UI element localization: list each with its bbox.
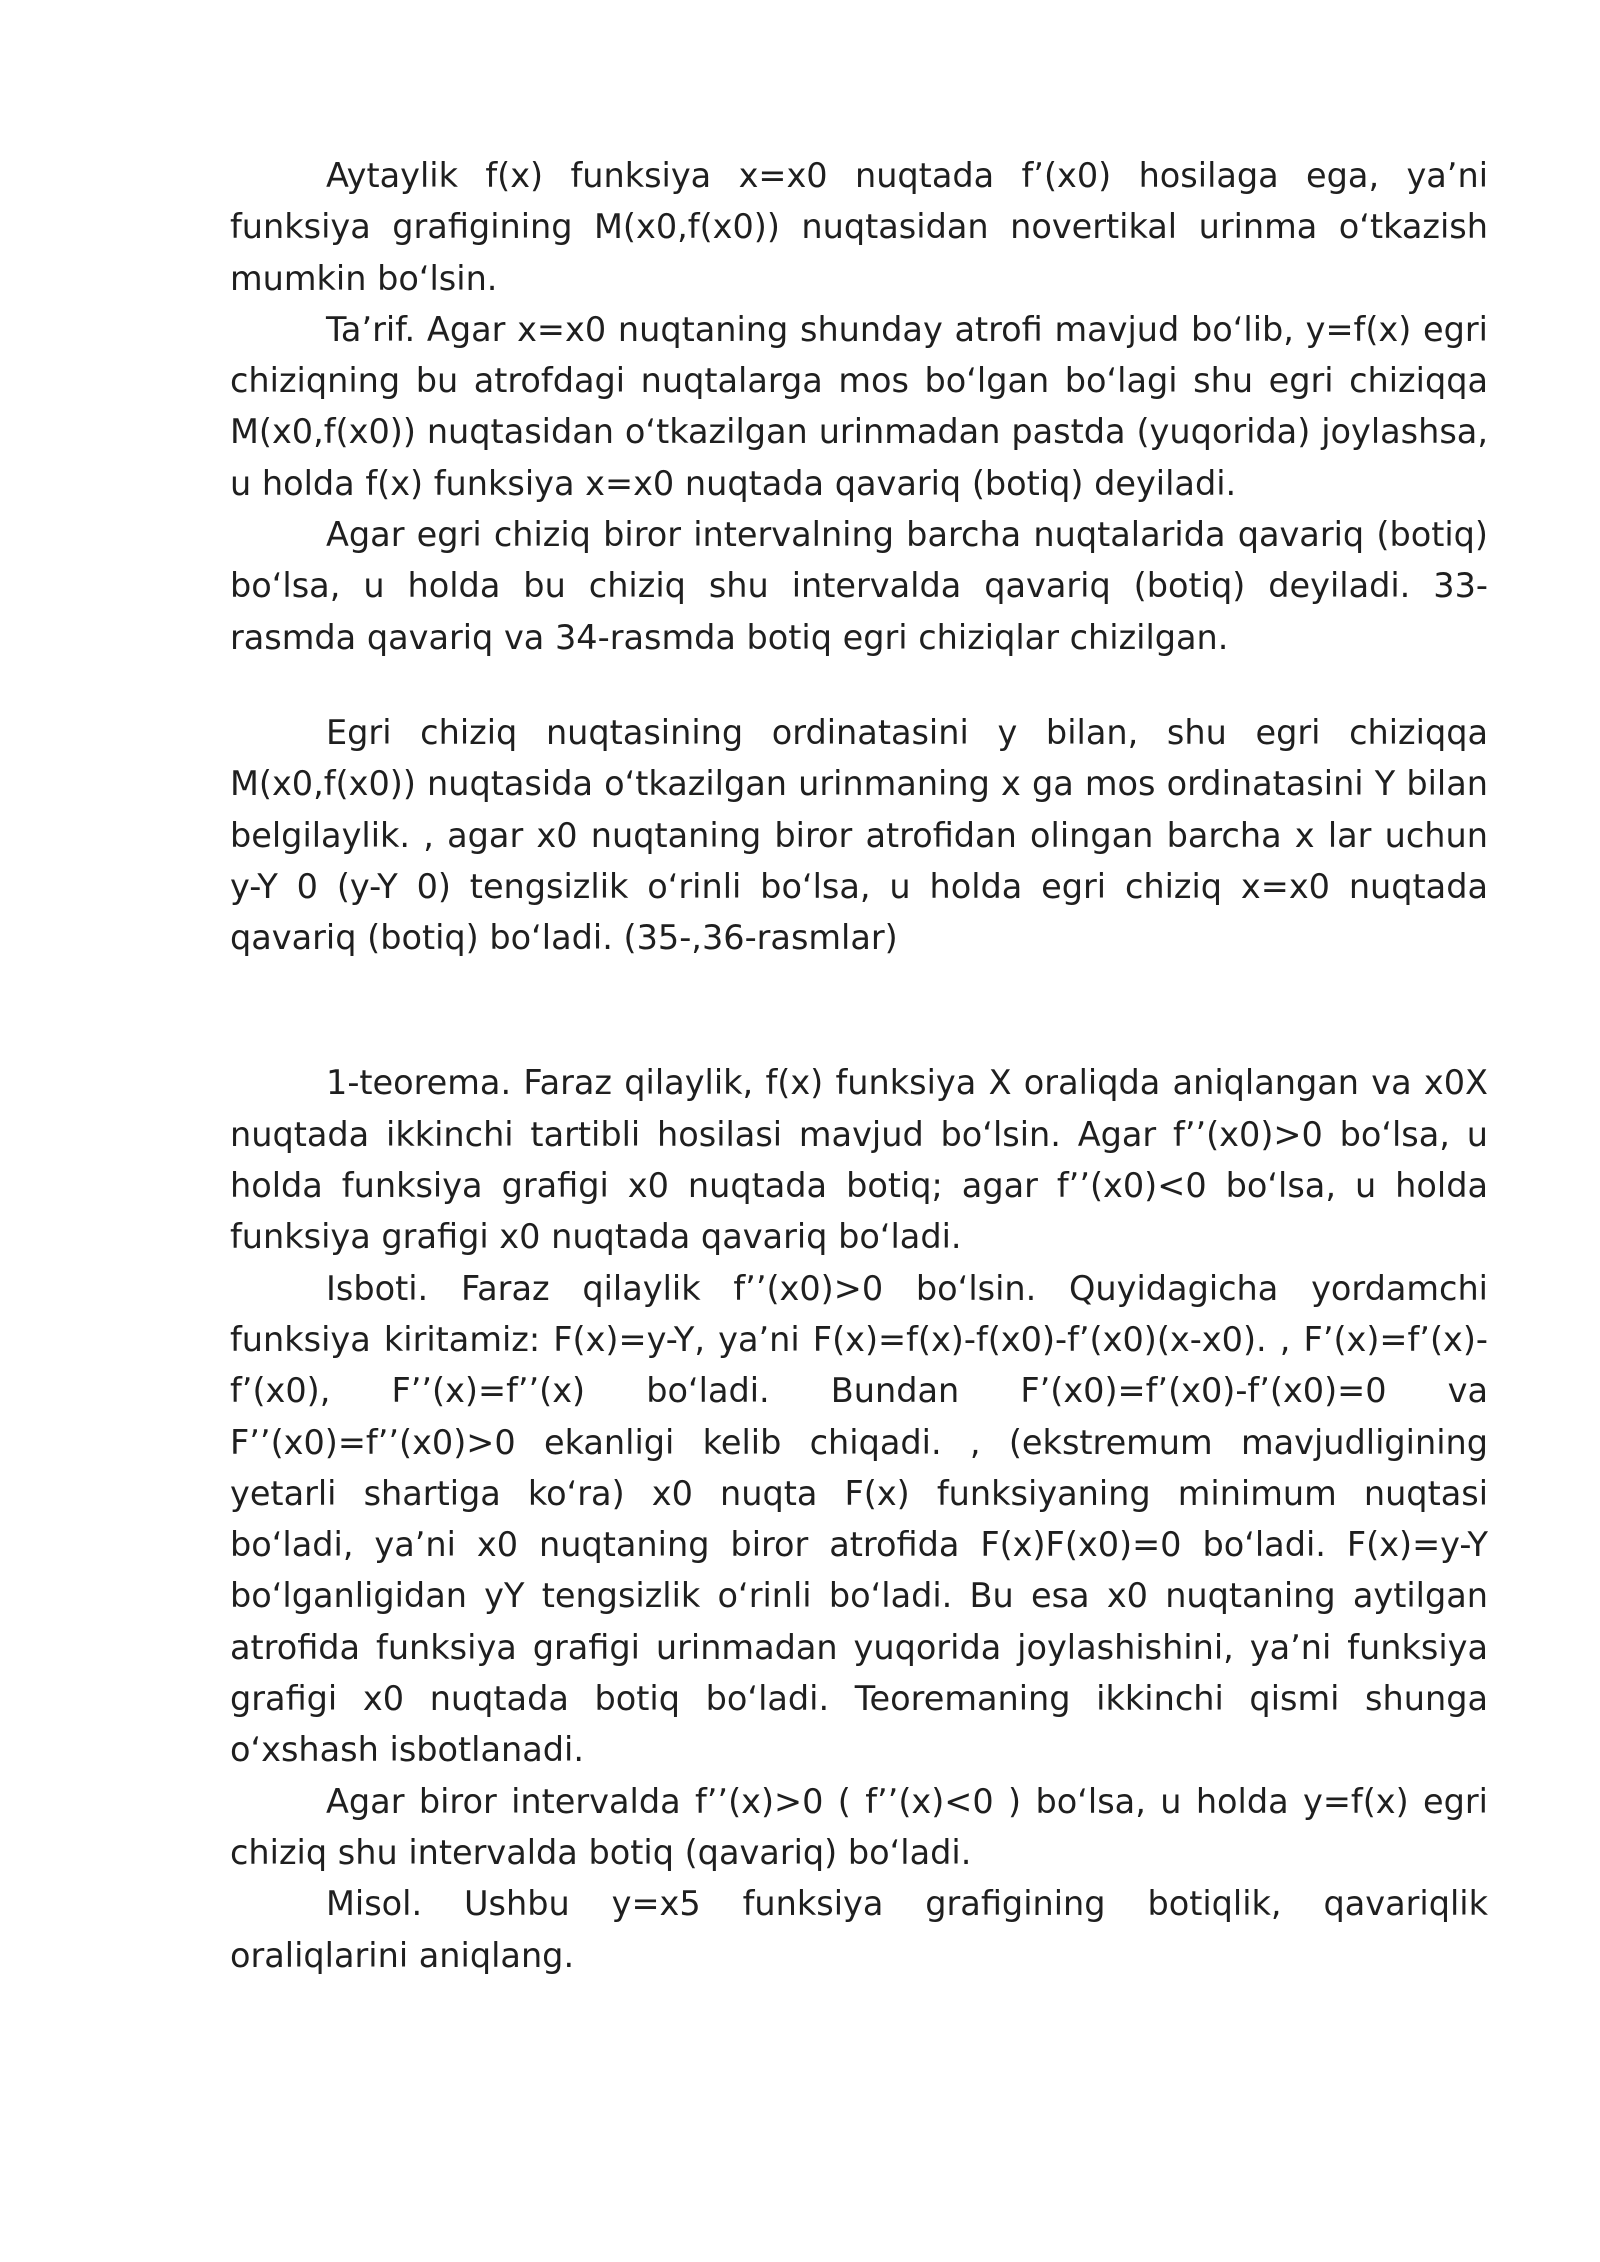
paragraph-intro: Aytaylik f(x) funksiya x=x0 nuqtada f’(x0) hosilaga ega, ya’ni funksiya grafigining M(x0,f(x0)) nuqtasidan novertikal urinma o‘tkazish mumkin bo‘lsin. xyxy=(230,156,1488,298)
paragraph-ordinate: Egri chiziq nuqtasining ordinatasini y bilan, shu egri chiziqqa M(x0,f(x0)) nuqtasida o‘tkazilgan urinmaning x ga mos ordinatasini Y bilan belgilaylik. , agar x0 nuqtaning biror atrofidan olingan barcha x lar uchun y-Y 0 (y-Y 0) tengsizlik o‘rinli bo‘lsa, u holda egri chiziq x=x0 nuqtada qavariq (botiq) bo‘ladi. (35-,36-rasmlar) xyxy=(230,712,1488,958)
paragraph-example: Misol. Ushbu y=x5 funksiya grafigining botiqlik, qavariqlik oraliqlarini aniqlang. xyxy=(230,1884,1488,1975)
document-body xyxy=(230,150,1488,1981)
paragraph-proof: Isboti. Faraz qilaylik f’’(x0)>0 bo‘lsin. Quyidagicha yordamchi funksiya kiritamiz: F(x)=y-Y, ya’ni F(x)=f(x)-f(x0)-f’(x0)(x-x0). , F’(x)=f’(x)-f’(x0), F’’(x)=f’’(x) bo‘ladi. Bundan F’(x0)=f’(x0)-f’(x0)=0 va F’’(x0)=f’’(x0)>0 ekanligi kelib chiqadi. , (ekstremum mavjudligining yetarli shartiga ko‘ra) x0 nuqta F(x) funksiyaning minimum nuqtasi bo‘ladi, ya’ni x0 nuqtaning biror atrofida F(x)F(x0)=0 bo‘ladi. F(x)=y-Y bo‘lganligidan yY tengsizlik o‘rinli bo‘ladi. Bu esa x0 nuqtaning aytilgan atrofida funksiya grafigi urinmadan yuqorida joylashishini, ya’ni funksiya grafigi x0 nuqtada botiq bo‘ladi. Teoremaning ikkinchi qismi shunga o‘xshash isbotlanadi. xyxy=(230,1268,1488,1770)
paragraph-interval: Agar egri chiziq biror intervalning barcha nuqtalarida qavariq (botiq) bo‘lsa, u holda bu chiziq shu intervalda qavariq (botiq) deyiladi. 33-rasmda qavariq va 34-rasmda botiq egri chiziqlar chizilgan. xyxy=(230,515,1488,657)
paragraph-corollary: Agar biror intervalda f’’(x)>0 ( f’’(x)<0 ) bo‘lsa, u holda y=f(x) egri chiziq shu intervalda botiq (qavariq) bo‘ladi. xyxy=(230,1781,1488,1872)
paragraph-theorem: 1-teorema. Faraz qilaylik, f(x) funksiya X oraliqda aniqlangan va x0X nuqtada ikkinchi tartibli hosilasi mavjud bo‘lsin. Agar f’’(x0)>0 bo‘lsa, u holda funksiya grafigi x0 nuqtada botiq; agar f’’(x0)<0 bo‘lsa, u holda funksiya grafigi x0 nuqtada qavariq bo‘ladi. xyxy=(230,1063,1488,1257)
paragraph-definition: Ta’rif. Agar x=x0 nuqtaning shunday atrofi mavjud bo‘lib, y=f(x) egri chiziqning bu atrofdagi nuqtalarga mos bo‘lgan bo‘lagi shu egri chiziqqa M(x0,f(x0)) nuqtasidan o‘tkazilgan urinmadan pastda (yuqorida) joylashsa, u holda f(x) funksiya x=x0 nuqtada qavariq (botiq) deyiladi. xyxy=(230,309,1488,503)
